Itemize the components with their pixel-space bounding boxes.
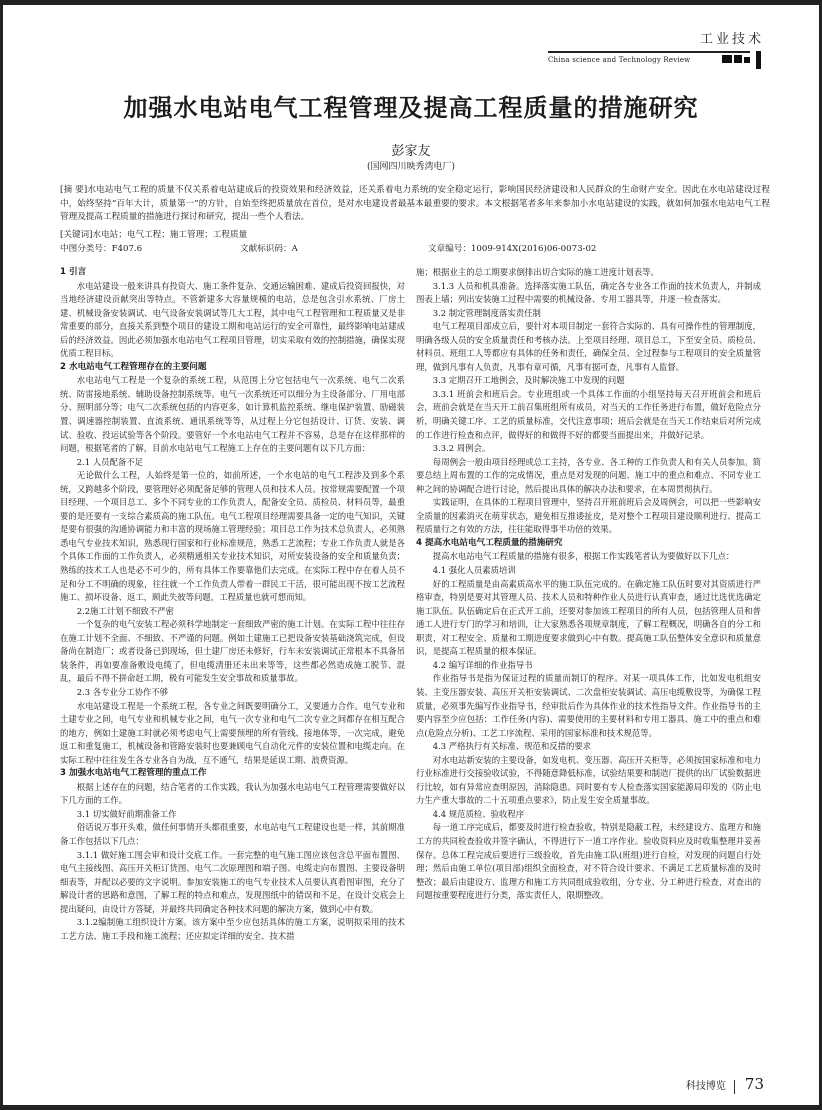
paragraph: 电气工程项目部成立后，要针对本项目制定一套符合实际的、具有可操作性的管理制度，明确各级人员的安全质量责任和考核办法。上至项目经理、项目总工，下至安全员、质检员、材料员、班组工人等都应有具体的任务和责任，确保全员、全过程参与工程项目的安全质量管理，做到凡事有人负责，凡事有章可循，凡事有据可查，凡事有人监督。 [416,321,761,372]
article-number: 文章编号：1009-914X(2016)06-0073-02 [428,244,597,254]
paragraph: 施；根据业主的总工期要求倒排出切合实际的施工进度计划表等。 [416,267,659,277]
section-heading: 4 提高水电站电气工程质量的措施研究 [416,537,563,548]
subsection-heading: 4.1 强化人员素质培训 [432,565,516,576]
subsection-heading: 4.2 编写详细的作业指导书 [432,659,533,670]
page-footer [686,1075,764,1094]
section-label: 工业技术 [699,32,764,47]
author-name: 彭家友 [391,144,431,159]
journal-name: China science and Technology Review [548,56,691,64]
paragraph: 一个复杂的电气安装工程必须科学地制定一套细致严密的施工计划。在实际工程中往往存在施工计划不全面、不细致、不严谨的问题。例如土建施工已把设备安装基础浇筑完成，但设备尚在制造厂；或者设备已到现场，但土建厂房还未修好，行车未安装调试正常根本不具备吊装条件，再如要准备敷设电缆了，但电缆清册还未出来等等，这些都必然造成施工脱节、混乱，最后不得不拼命赶工期，极有可能发生安全事故和质量事故。 [60,619,405,684]
subsection-heading: 2.1 人员配备不足 [76,456,144,467]
footer-divider [734,1080,735,1094]
paragraph: 水电站建设一般来讲具有投资大、施工条件复杂、交通运输困难、建成后投资回报快，对当地经济建设贡献突出等特点。不管新建多大容量规模的电站，总是包含引水系统、厂房土建、机械设备安装调试、电气设备安装调试等几大工程，其中电气工程管理和工程质量又是非常重要的部分，直接关系到整个项目的建设工期和电站运行的安全可靠性，最终影响电站建成后的经济效益。因此必须加强水电站电气工程项目管理，切实采取有效的控制措施，确保实现优质工程目标。 [60,280,405,359]
paragraph: 根据上述存在的问题，结合笔者的工作实践，我认为加强水电站电气工程管理需要做好以下几方面的工作。 [60,781,405,806]
section-heading: 1 引言 [60,267,87,277]
paragraph: 无论做什么工程，人始终是第一位的，如前所述，一个水电站的电气工程涉及到多个系统，又跨越多个阶段，要管理好必须配备足够的管理人员和技术人员。按常规需要配置一个项目经理、一个项目总工、多个不同专业的工作负责人，配备安全员、质检员、材料员等，最重要的是还要有一支综合素质高的施工队伍。电气工程项目经理需要具备一定的电气知识，关键是要有很强的沟通协调能力和丰富的现场施工管理经验；项目总工作为技术总负责人，必须熟悉电气专业技术知识，熟悉现行国家和行业标准规范，熟悉工艺流程；专业工作负责人就是各个具体工作面的工作负责人，必须精通相关专业技术知识，对所安装设备的安全和质量负责；熟练的技术工人也是必不可少的，所有具体工作要靠他们去完成。在实际工程中存在着人员不足和分工不明确的现象，往往就一个工作负责人带着一群民工干活，很可能出现不按工艺流程施工、损坏设备、返工，顾此失彼等问题，工程质量也就可想而知。 [60,470,405,603]
paragraph: 3.1.1 做好施工图会审和设计交底工作。一套完整的电气施工图应该包含总平面布置图、电气主接线图、高压开关柜订货图、电气二次原理图和端子图、电缆走向布置图、主要设备明细表等，并配以必要的文字说明。参加安装施工的电气专业技术人员要认真看图审图，充分了解设计者的思路和意图，了解工程的特点和难点，发现图纸中的错误和不足，在设计交底会上提出疑问，由设计方答疑，并最终共同确定各种技术问题的解决方案，做到心中有数。 [60,849,405,914]
section-heading: 3 加强水电站电气工程管理的重点工作 [60,768,207,779]
section-heading: 2 水电站电气工程管理存在的主要问题 [60,361,207,372]
footer-journal: 科技博览 [685,1081,726,1092]
paragraph: 实践证明，在具体的工程项目管理中，坚持召开班前班后会及周例会，可以把一些影响安全质量的因素消灭在萌芽状态，避免相互推诿扯皮，是对整个工程项目建设顺利进行、提高工程质量行之有效的方法，往往能取得事半功倍的效果。 [416,497,761,535]
header-rule [548,51,750,53]
journal-logo-icon [722,51,768,71]
subsection-heading: 4.4 规范质检、验收程序 [432,808,525,819]
author-affiliation: (国网四川映秀湾电厂) [366,162,456,172]
subsection-heading: 2.3 各专业分工协作不够 [76,686,169,697]
keywords: [关键词]水电站；电气工程；施工管理；工程质量 [60,230,248,240]
article-title: 加强水电站电气工程管理及提高工程质量的措施研究 [123,93,699,122]
paragraph: 3.1.3 人员和机具准备。选择落实施工队伍，确定各专业各工作面的技术负责人，并制成图表上墙；列出安装施工过程中需要的机械设备、专用工器具等，并逐一检查落实。 [416,280,761,305]
body-column-left [60,266,405,943]
subsection-heading: 3.3 定期召开工地例会，及时解决施工中发现的问题 [432,375,625,386]
abstract: [摘 要]水电站电气工程的质量不仅关系着电站建成后的投资效果和经济效益，还关系着电力系统的安全稳定运行，影响国民经济建设和人民群众的生命财产安全。因此在水电站建设过程中，始终坚持“百年大计，质量第一”的方针，自始至终把质量放在首位，是对水电建设者最基本最重要的要求。本文根据笔者多年来参加小水电站建设的实践，就如何加强水电站电气工程管理及提高工程质量的措施进行探讨和研究，提出一些个人看法。 [60,185,770,222]
document-code: 文献标识码：A [240,244,298,254]
paragraph: 作业指导书是指为保证过程的质量而制订的程序。对某一项具体工作，比如发电机组安装、主变压器安装、高压开关柜安装调试、二次盘柜安装调试、高压电缆敷设等，为确保工程质量，必须事先编写作业指导书，经审批后作为具体作业的技术性指导文件。作业指导书的主要内容至少应包括：工作任务(内容)、需要使用的主要材料和专用工器具、施工中的重点和难点(危险点分析)、工艺工序流程、采用的国家标准和技术规范等。 [416,673,761,738]
paragraph: 水电站电气工程是一个复杂的系统工程，从范围上分它包括电气一次系统、电气二次系统、防雷接地系统、辅助设备控制系统等。电气一次系统还可以细分为主设备部分、厂用电部分、照明部分等；电气二次系统包括的内容更多，如计算机监控系统、继电保护装置、励磁装置、调速器控制装置、直流系统、通讯系统等等，从过程上分它包括设计、订货、安装、调试、验收、投运试验等各个阶段。要管好一个水电站电气工程并不容易，总是存在这样那样的问题，根据笔者的了解，目前水电站电气工程施工上存在的主要问题有以下几方面： [60,375,405,454]
paragraph: 每周例会一般由项目经理或总工主持，各专业、各工种的工作负责人和有关人员参加。简要总结上周布置的工作的完成情况，重点是对发现的问题、施工中的重点和难点、不同专业工种之间的协调配合进行讨论，然后提出具体的解决办法和要求，在本周贯彻执行。 [416,456,761,494]
subsection-heading: 3.2 制定管理制度落实责任制 [432,307,541,318]
paragraph: 提高水电站电气工程质量的措施有很多，根据工作实践笔者认为要做好以下几点： [432,551,735,562]
paragraph: 对水电站新安装的主要设备，如发电机、变压器、高压开关柜等，必须按国家标准和电力行业标准进行交接验收试验，不得随意降低标准，试验结果要和制造厂提供的出厂试验数据进行比较，如有异常应查明原因，消除隐患。同时要有专人检查落实国家能源局印发的《防止电力生产重大事故的二十五项重点要求》，防止发生安全质量事故。 [416,754,761,806]
subsection-heading: 2.2施工计划不细致不严密 [76,605,174,616]
page-border-top [0,0,822,5]
page-number: 73 [744,1075,764,1093]
body-column-right [416,266,761,903]
paragraph: 好的工程质量是由高素质高水平的施工队伍完成的。在确定施工队伍时要对其资质进行严格审查，特别是要对其管理人员、技术人员和特种作业人员进行认真审查，通过比选优选确定施工队伍。队伍确定后在正式开工前，还要对参加该工程项目的所有人员，包括管理人员和普通工人进行专门的学习和培训，让大家熟悉各项规章制度，了解工程概况，明确各自的分工和职责，对工程安全、质量和工期进度要求做到心中有数。提高施工队伍整体安全意识和质量意识，是提高工程质量的根本保证。 [416,578,761,657]
subsection-heading: 4.3 严格执行有关标准、规范和反措的要求 [432,741,592,752]
paragraph: 水电站建设工程是一个系统工程，各专业之间既要明确分工，又要通力合作。电气专业和土建专业之间，电气专业和机械专业之间，电气一次专业和电气二次专业之间都存在相互配合的地方，例如土建施工时就必须考虑电气上需要预埋的所有管线、接地体等，一次完成，避免返工和重复施工，机械设备和管路安装时也要兼顾电气自动化元件的安装位置和电缆走向。在实际工程中往往发生各专业各自为战，互不通气，结果是延误工期、浪费资源。 [60,700,405,765]
clc-number: 中图分类号：F407.6 [60,244,143,254]
paragraph: 3.3.1 班前会和班后会。专业班组或一个具体工作面的小组坚持每天召开班前会和班后会，班前会就是在当天开工前召集班组所有成员，对当天的工作任务进行布置，做好危险点分析，明确关键工序、工艺的质量标准，交代注意事项；班后会就是在当天工作结束后对所完成的工作进行检查和点评，做得好的和做得不好的都要当面提出来，并做好记录。 [416,388,761,440]
page-border-bottom [0,1105,822,1110]
paragraph: 3.1.2编制施工组织设计方案。该方案中至少应包括具体的施工方案，说明拟采用的技术工艺方法、施工手段和施工流程；还应拟定详细的安全、技术措 [60,917,405,941]
subsection-heading: 3.1 切实做好前期准备工作 [76,808,177,819]
paragraph: 每一道工序完成后，都要及时进行检查验收，特别是隐蔽工程，未经建设方、监理方和施工方的共同检查验收并签字确认，不得进行下一道工序作业。验收资料应及时收集整理并妥善保存。总体工程完成后要进行三级验收，首先由施工队(班组)进行自检，对发现的问题自行处理；然后由施工单位(项目部)组织全面检查，对不符合设计要求、不满足工艺质量标准的及时整改；最后由建设方、监理方和施工方共同组成验收组，分专业、分工种进行检查，对查出的问题按重要程度进行分类，落实责任人，限期整改。 [416,822,761,901]
paragraph: 3.3.2 周例会。 [432,443,491,454]
paragraph: 俗话说万事开头难，做任何事情开头都很重要，水电站电气工程建设也是一样，其前期准备工作包括以下几点： [60,822,405,846]
